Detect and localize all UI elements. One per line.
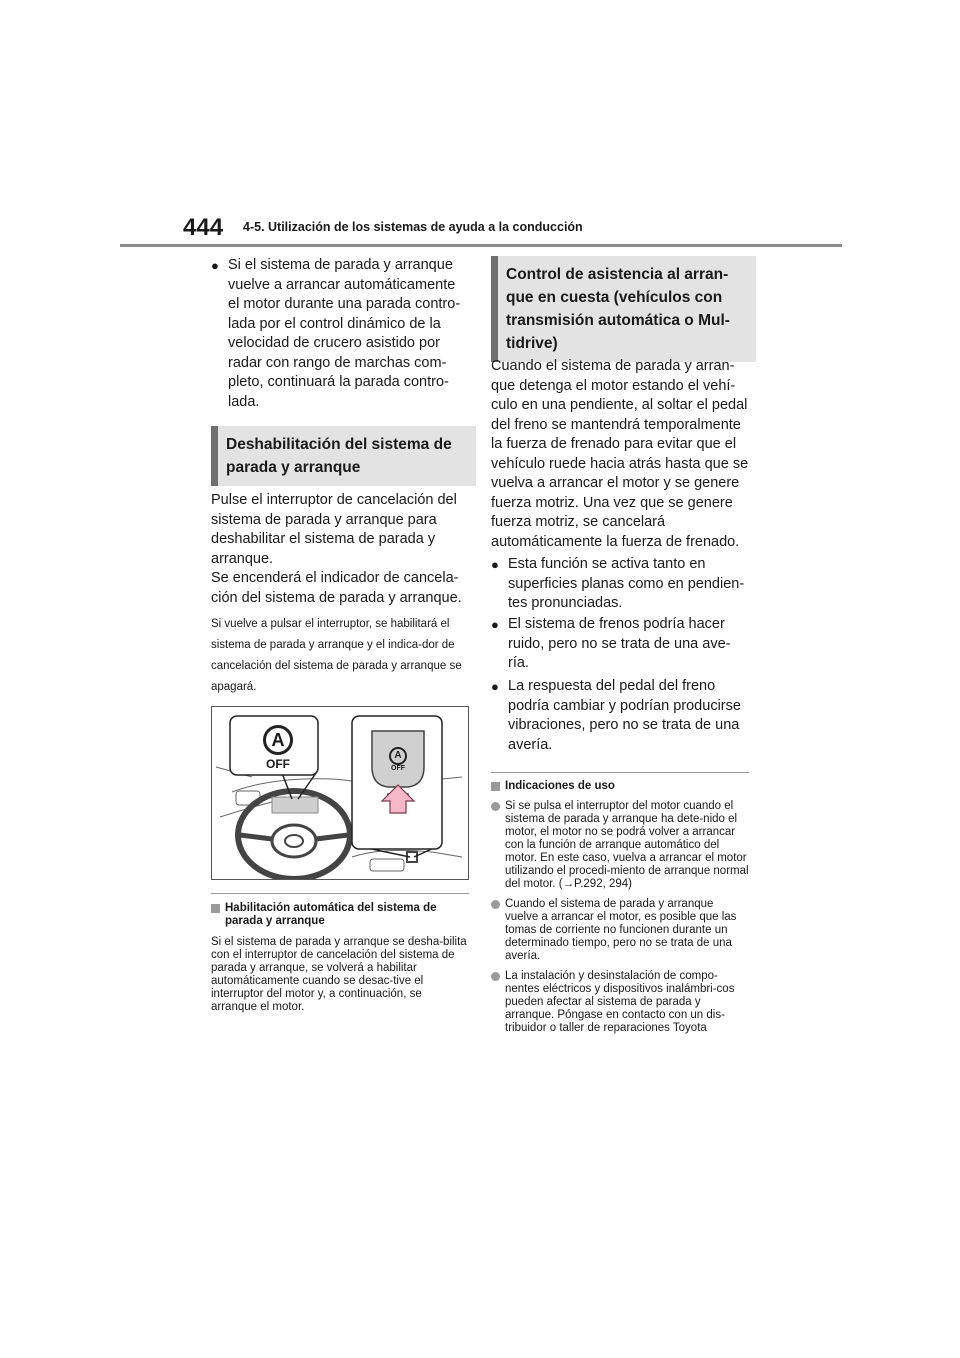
dashboard-illustration [212, 707, 468, 879]
page-number: 444 [183, 214, 224, 241]
auto-stop-symbol-small: A [389, 747, 407, 765]
square-bullet-icon [211, 904, 220, 913]
bullet-item [491, 615, 749, 674]
circle-bullet-icon [491, 900, 500, 909]
note-heading-left-text: Habilitación automática del sistema de parada y arranque [225, 902, 437, 927]
header-rule [120, 244, 842, 247]
circle-bullet-icon [491, 802, 500, 811]
note-item [491, 970, 749, 1035]
switch-illustration [211, 706, 469, 880]
note-heading-left [211, 902, 469, 928]
auto-stop-icon-large [260, 725, 296, 771]
note-rule-left [211, 893, 469, 894]
bullet-icon: ● [491, 617, 499, 632]
bullet-icon: ● [491, 679, 499, 694]
off-label-small: OFF [391, 765, 405, 772]
note-rule-right [491, 772, 749, 773]
note-heading-right-text: Indicaciones de uso [505, 780, 615, 792]
note-item [491, 800, 749, 891]
note-text-left: Si el sistema de parada y arranque se desha-bilita con el interruptor de cancelación del sistema de parada y arranque, se volverá a habilitar automáticamente cuando se desac-tive el interruptor del motor y, a continuación, se arranque el motor. [211, 936, 467, 1013]
bullet-text: El sistema de frenos podría hacer ruido, pero no se trata de una ave-ría. [508, 616, 731, 671]
section-title-asistencia: Control de asistencia al arran-que en cuesta (vehículos con transmisión automática o Mul-tidrive) [491, 256, 756, 362]
section-title-deshabilitacion: Deshabilitación del sistema de parada y arranque [211, 426, 476, 486]
bullet-icon: ● [491, 557, 499, 572]
intro-bullet [211, 256, 467, 412]
chapter-title: 4-5. Utilización de los sistemas de ayuda a la conducción [243, 220, 583, 234]
bullet-item [491, 677, 749, 755]
note-item-text: Cuando el sistema de parada y arranque vuelve a arrancar el motor, es posible que las tomas de corriente no funcionen durante un determinado tiempo, pero no se trata de una avería. [505, 898, 737, 962]
intro-bullet-text: Si el sistema de parada y arranque vuelve a arrancar automáticamente el motor durante una parada contro-lada por el control dinámico de la velocidad de crucero asistido por radar con rango de marchas com-pleto, continuará la parada contro-lada. [228, 257, 461, 410]
note-item-text: Si se pulsa el interruptor del motor cuando el sistema de parada y arranque ha dete-nido el motor, el motor no se podrá volver a arrancar con la función de arranque automático del motor. En este caso, vuelva a arrancar el motor utilizando el procedi-miento de arranque normal del motor. (→P.292, 294) [505, 800, 749, 890]
off-label-large: OFF [266, 757, 290, 771]
small-note: Si vuelve a pulsar el interruptor, se habilitará el sistema de parada y arranque y el indica-dor de cancelación del sistema de parada y arranque se apagará. [211, 618, 462, 693]
note-item [491, 898, 749, 963]
note-heading-right [491, 780, 749, 793]
note-item-text: La instalación y desinstalación de compo-nentes eléctricos y dispositivos inalámbri-cos pueden afectar al sistema de parada y arranque. Póngase en contacto con un dis-tribuidor o taller de reparaciones Toyota [505, 970, 735, 1034]
bullet-icon: ● [211, 258, 219, 273]
paragraph-indicador: Se encenderá el indicador de cancela-ción del sistema de parada y arranque. [211, 570, 462, 606]
paragraph-asistencia: Cuando el sistema de parada y arran-que detenga el motor estando el vehí-culo en una pendiente, al soltar el pedal del freno se mantendrá temporalmente la fuerza de frenado para evitar que el vehículo ruede hacia atrás hasta que se vuelva a arrancar el motor y se genere fuerza motriz. Una vez que se genere fuerza motriz, se cancelará automáticamente la fuerza de frenado. [491, 358, 749, 550]
circle-bullet-icon [491, 972, 500, 981]
bullet-text: La respuesta del pedal del freno podría cambiar y podrían producirse vibraciones, pero no se trata de una avería. [508, 678, 741, 753]
notes-list [491, 800, 749, 1042]
bullet-text: Esta función se activa tanto en superficies planas como en pendien-tes pronunciadas. [508, 556, 745, 611]
auto-stop-symbol-large: A [263, 725, 293, 755]
auto-stop-icon-small [385, 747, 411, 772]
square-bullet-icon [491, 782, 500, 791]
bullet-item [491, 555, 749, 614]
paragraph-pulse: Pulse el interruptor de cancelación del sistema de parada y arranque para deshabilitar el sistema de parada y arranque. [211, 492, 457, 567]
